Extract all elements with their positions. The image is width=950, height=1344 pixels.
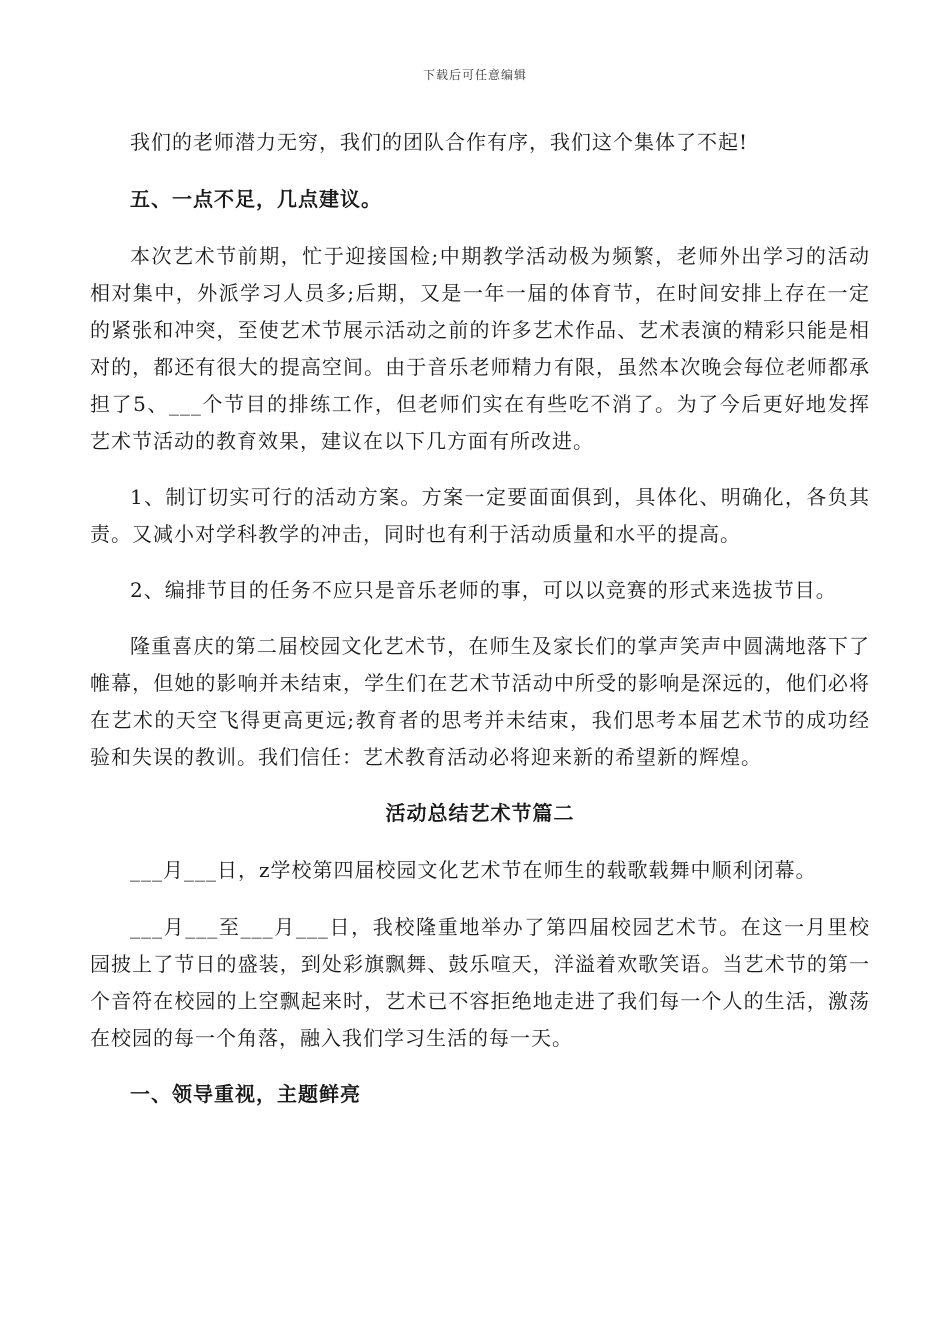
paragraph-team-praise: 我们的老师潜力无穷，我们的团队合作有序，我们这个集体了不起!: [130, 130, 749, 154]
section-title: 活动总结艺术节篇二: [385, 801, 575, 825]
page-header: 下载后可任意编辑: [422, 68, 527, 82]
paragraph-closing-date: ___月___日，z学校第四届校园文化艺术节在师生的载歌载舞中顺利闭幕。: [130, 858, 817, 882]
heading-suggestions: 五、一点不足，几点建议。: [130, 187, 382, 211]
paragraph-shortcomings: 本次艺术节前期，忙于迎接国检;中期教学活动极为频繁，老师外出学习的活动相对集中，外派学习人员多;后期，又是一年一届的体育节，在时间安排上存在一定的紧张和冲突，至使艺术节展示活动之前的许多艺术作品、艺术表演的精彩只能是相对的，都还有很大的提高空间。由于音乐老师精力有限，虽然本次晚会每位老师都承担了5、___个节目的排练工作，但老师们实在有些吃不消了。为了今后更好地发挥艺术节活动的教育效果，建议在以下几方面有所改进。: [90, 244, 870, 453]
document-body: [90, 124, 870, 1133]
heading-leadership: 一、领导重视，主题鲜亮: [130, 1082, 361, 1106]
suggestion-item-2: 2、编排节目的任务不应只是音乐老师的事，可以以竞赛的形式来选拔节目。: [130, 578, 837, 602]
paragraph-festival-intro: ___月___至___月___日，我校隆重地举办了第四届校园艺术节。在这一月里校园披上了节日的盛装，到处彩旗飘舞、鼓乐喧天，洋溢着欢歌笑语。当艺术节的第一个音符在校园的上空飘起来时，艺术已不容拒绝地走进了我们每一个人的生活，激荡在校园的每一个角落，融入我们学习生活的每一天。: [90, 915, 870, 1050]
suggestion-item-1: 1、制订切实可行的活动方案。方案一定要面面俱到，具体化、明确化，各负其责。又减小对学科教学的冲击，同时也有利于活动质量和水平的提高。: [90, 485, 870, 546]
paragraph-conclusion: 隆重喜庆的第二届校园文化艺术节，在师生及家长们的掌声笑声中圆满地落下了帷幕，但她的影响并未结束，学生们在艺术节活动中所受的影响是深远的，他们必将在艺术的天空飞得更高更远;教育者的思考并未结束，我们思考本届艺术节的成功经验和失误的教训。我们信任：艺术教育活动必将迎来新的希望新的辉煌。: [90, 634, 870, 769]
